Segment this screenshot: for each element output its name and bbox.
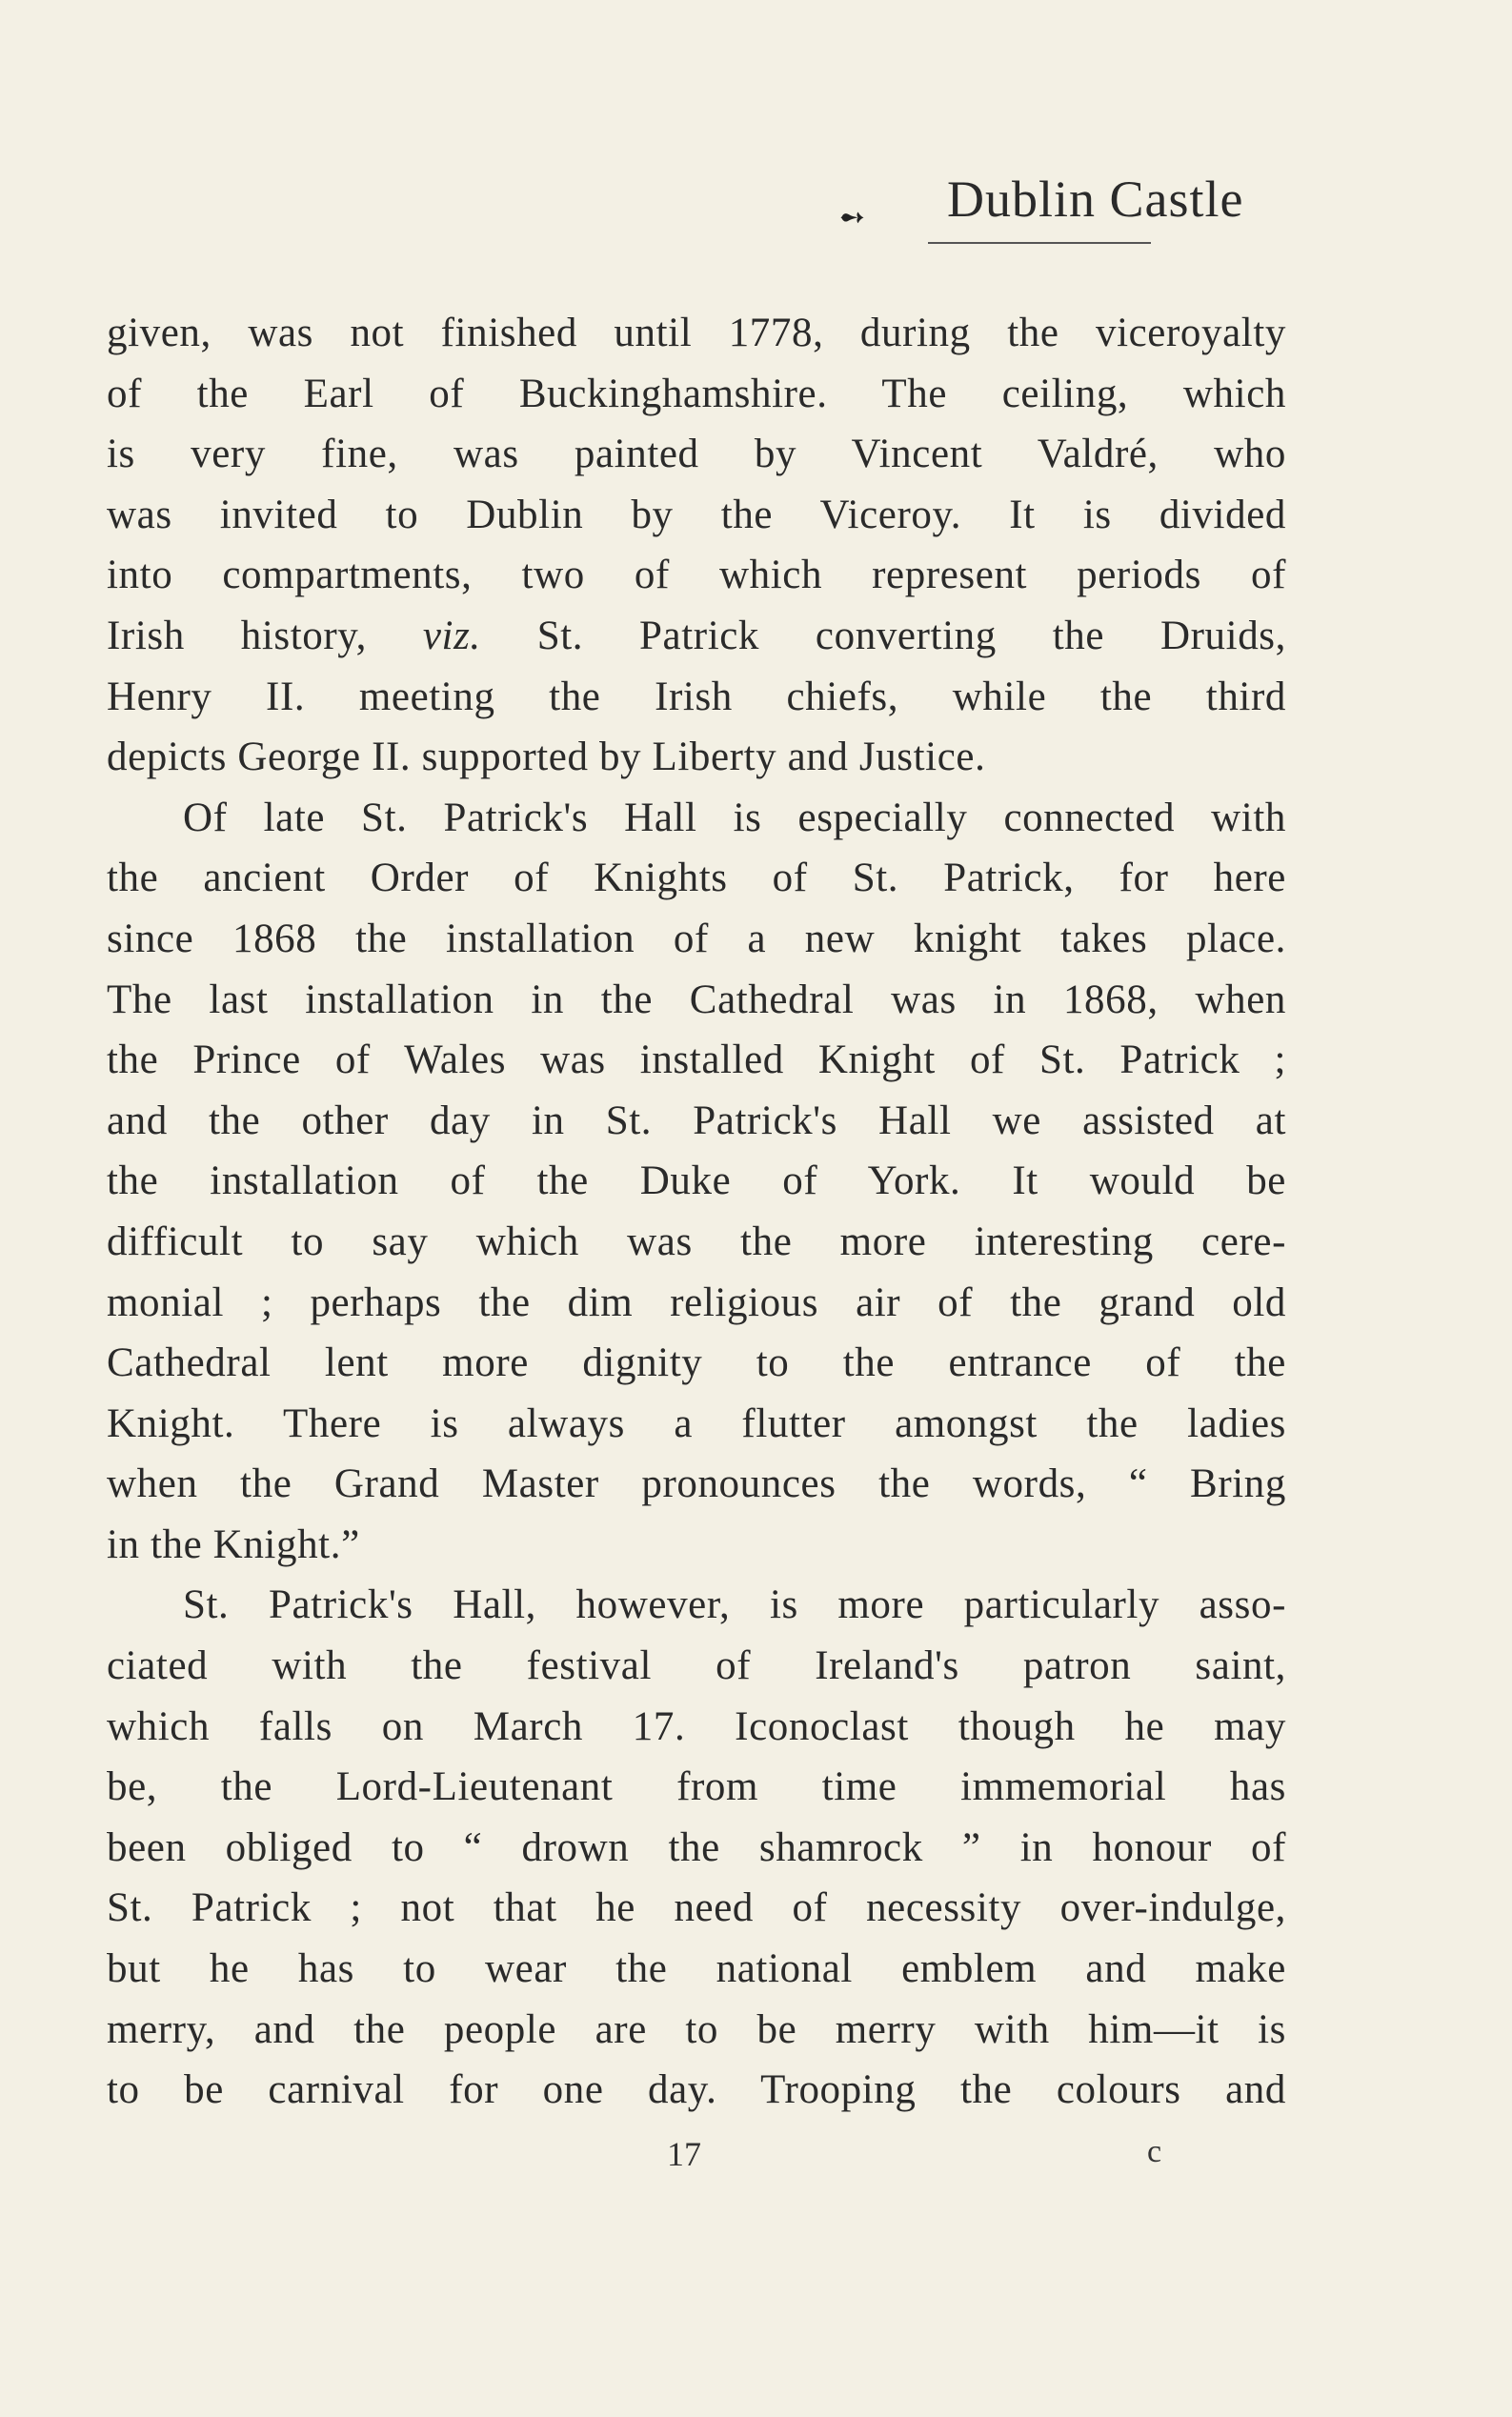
text-line: the installation of the Duke of York. It would be (107, 1158, 1286, 1204)
body-text (107, 303, 1286, 2121)
running-head-title: Dublin Castle (947, 171, 1244, 228)
signature-mark: c (1147, 2134, 1162, 2169)
text-line: difficult to say which was the more interesting cere- (107, 1219, 1286, 1264)
text-line: been obliged to “ drown the shamrock ” in honour of (107, 1824, 1286, 1870)
text-line: merry, and the people are to be merry with him—it is (107, 2006, 1286, 2052)
running-head (819, 170, 1284, 246)
text-line: when the Grand Master pronounces the words, “ Bring (107, 1461, 1286, 1507)
paragraph-start-line: Of late St. Patrick's Hall is especially connected with (183, 795, 1286, 840)
text-line: of the Earl of Buckinghamshire. The ceiling, which (107, 371, 1286, 416)
text-line: into compartments, two of which represent periods of (107, 553, 1286, 598)
page-footer (0, 2134, 1512, 2182)
text-line: The last installation in the Cathedral was in 1868, when (107, 977, 1286, 1022)
text-line: Henry II. meeting the Irish chiefs, while the third (107, 674, 1286, 719)
page-number: 17 (667, 2135, 701, 2173)
text-line: the Prince of Wales was installed Knight of St. Patrick ; (107, 1037, 1286, 1083)
text-line: and the other day in St. Patrick's Hall we assisted at (107, 1098, 1286, 1143)
text-line: Knight. There is always a flutter amongst the ladies (107, 1400, 1286, 1446)
text-line: to be carnival for one day. Trooping the colours and (107, 2067, 1286, 2113)
text-line: is very fine, was painted by Vincent Valdré, who (107, 432, 1286, 477)
running-head-rule (928, 242, 1151, 244)
text-line: Cathedral lent more dignity to the entrance of the (107, 1340, 1286, 1386)
text-line: the ancient Order of Knights of St. Patrick, for here (107, 856, 1286, 901)
text-line: was invited to Dublin by the Viceroy. It is divided (107, 492, 1286, 537)
text-line: given, was not finished until 1778, during the viceroyalty (107, 311, 1286, 355)
text-line: be, the Lord-Lieutenant from time immemorial has (107, 1764, 1286, 1810)
text-line: monial ; perhaps the dim religious air of the grand old (107, 1279, 1286, 1325)
text-line: depicts George II. supported by Liberty and Justice. (107, 735, 986, 780)
text-line: St. Patrick ; not that he need of necessity over-indulge, (107, 1885, 1286, 1931)
text-line: since 1868 the installation of a new knight takes place. (107, 916, 1286, 961)
text-line: but he has to wear the national emblem and make (107, 1946, 1286, 1992)
text-line: Irish history, viz. St. Patrick converting the Druids, (107, 613, 1286, 658)
hand-pointer-ornament-icon: ➻ (838, 200, 866, 235)
paragraph-start-line: St. Patrick's Hall, however, is more particularly asso- (183, 1582, 1286, 1628)
text-line: in the Knight.” (107, 1521, 360, 1567)
text-line: ciated with the festival of Ireland's patron saint, (107, 1643, 1286, 1689)
text-line: which falls on March 17. Iconoclast though he may (107, 1703, 1286, 1749)
italic-viz: viz. (422, 613, 481, 658)
